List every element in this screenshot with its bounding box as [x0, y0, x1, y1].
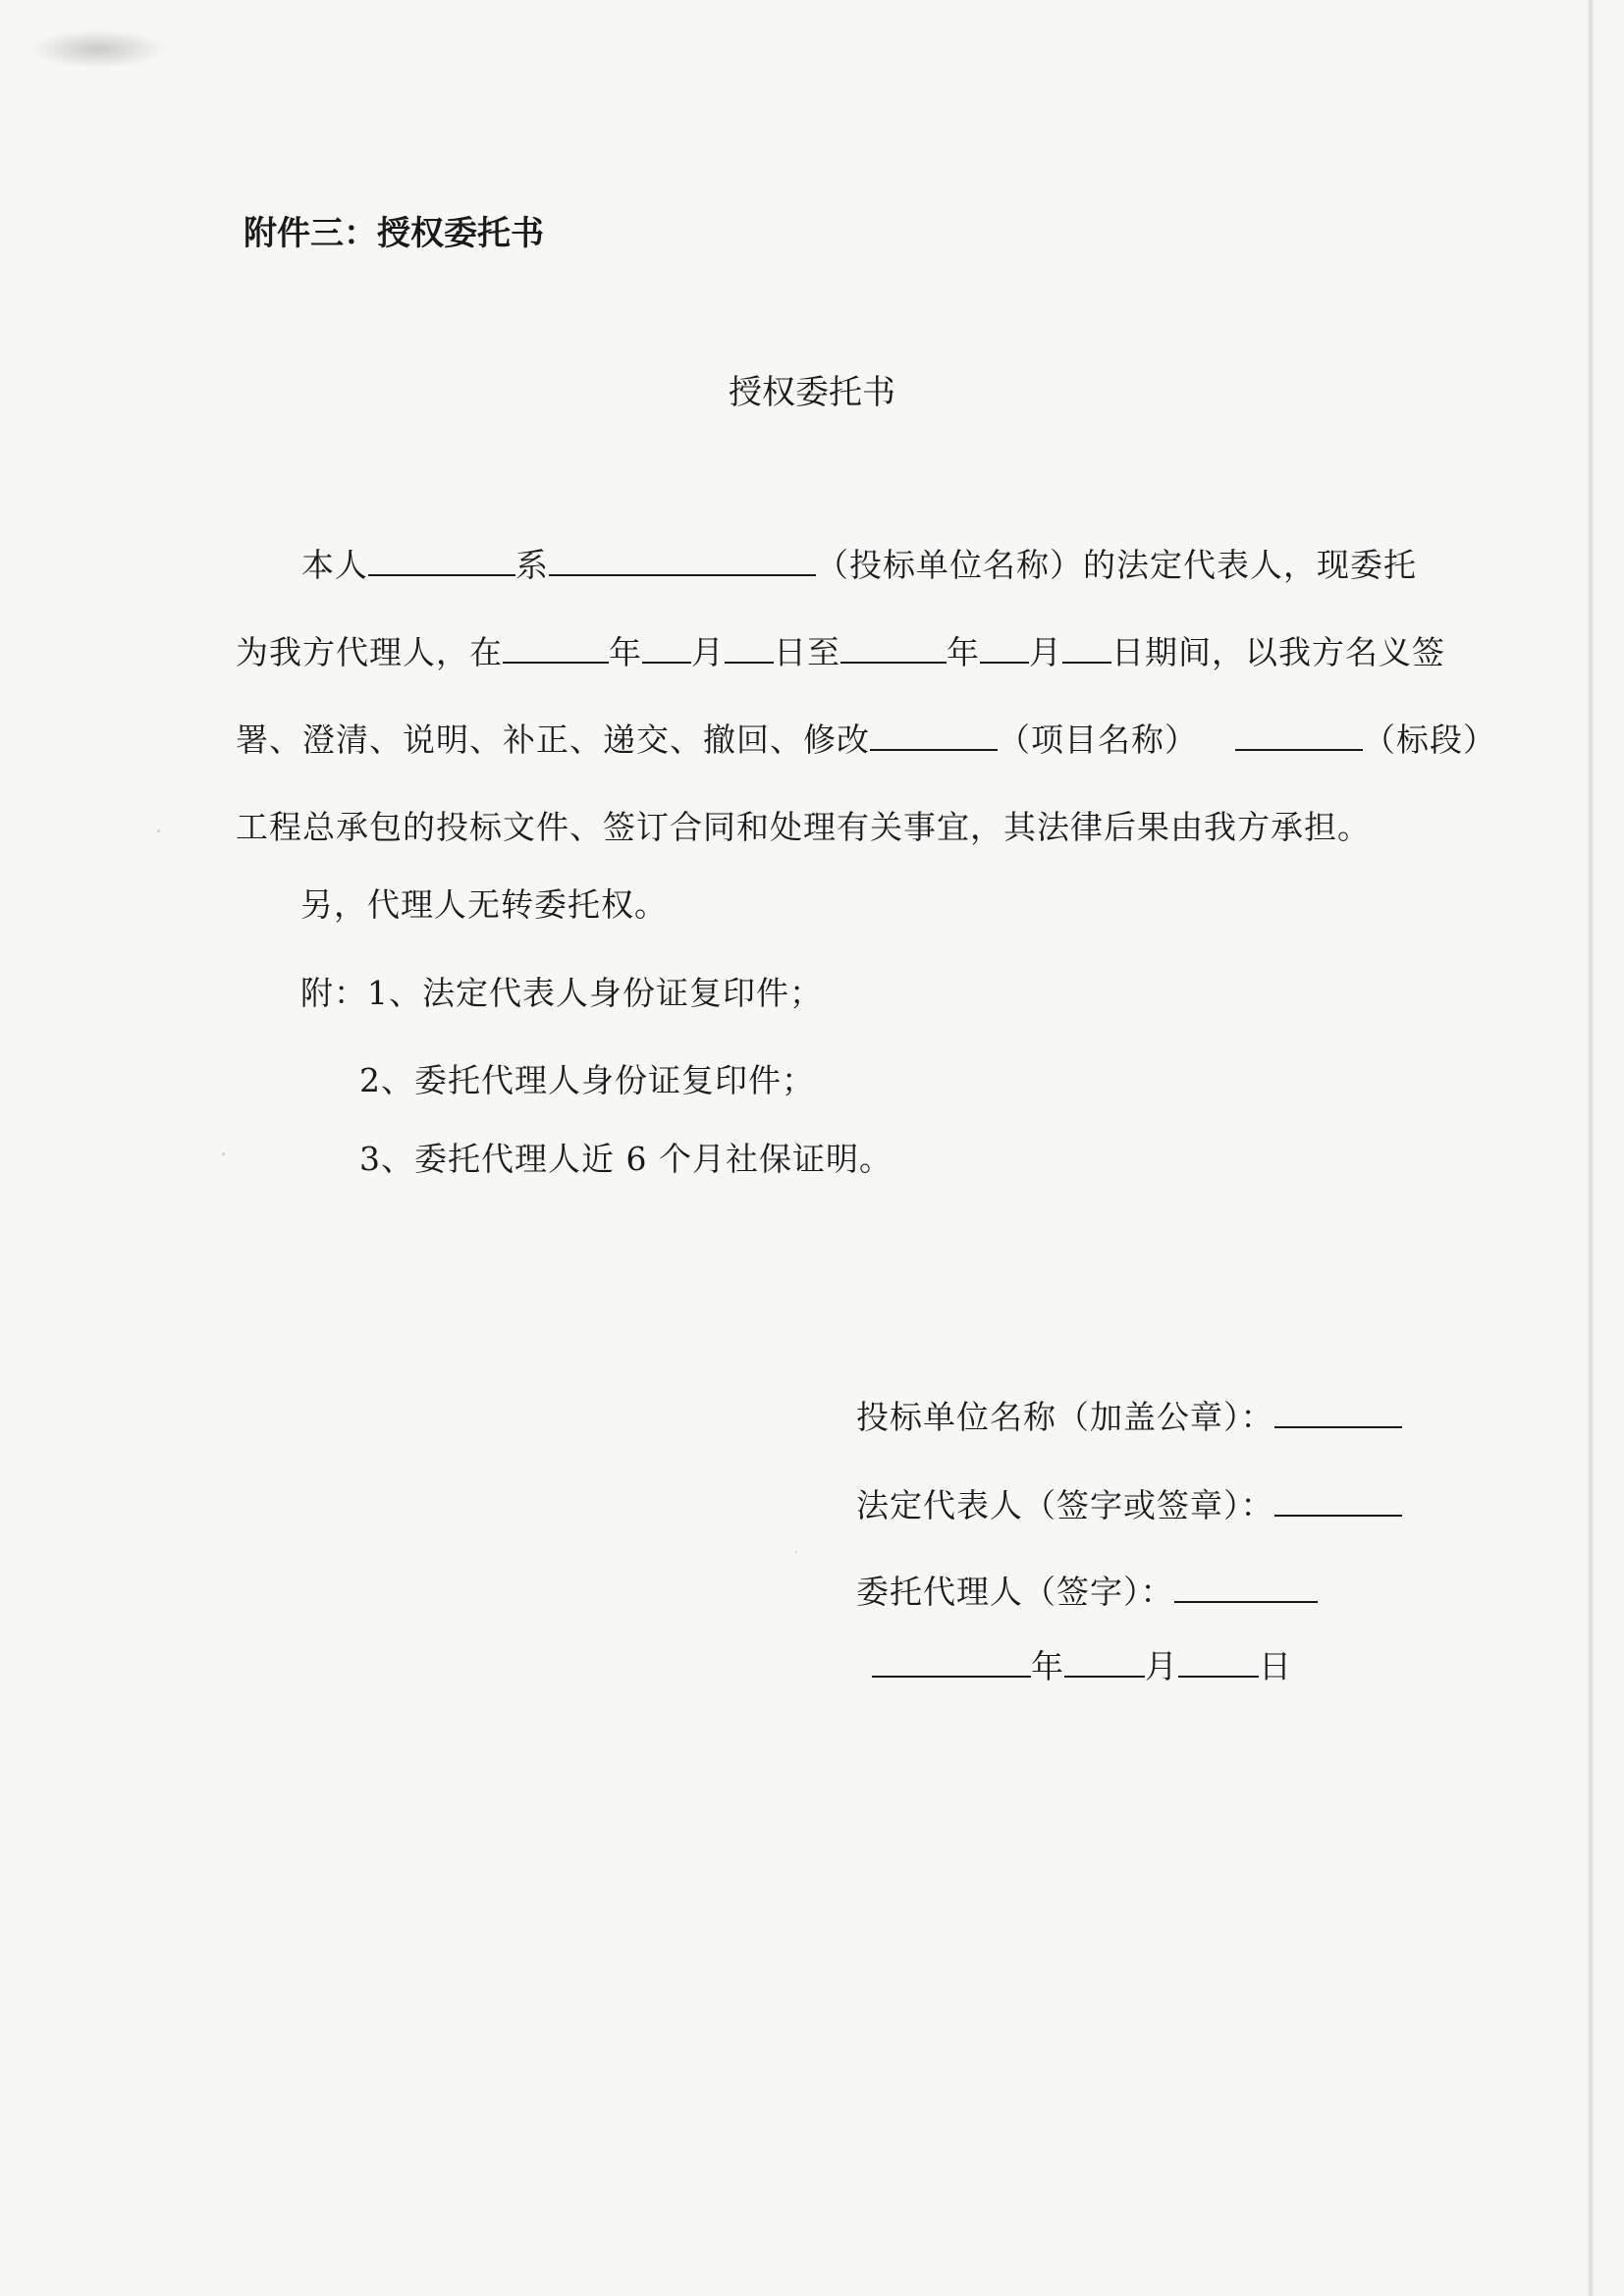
document-title: 授权委托书	[729, 373, 895, 412]
start-day-blank	[725, 632, 774, 664]
text-segment: 月	[1029, 633, 1062, 671]
legal-rep-signature-blank	[1274, 1485, 1402, 1517]
date-month-label: 月	[1145, 1647, 1178, 1685]
date-day-blank	[1178, 1646, 1259, 1678]
signature-label: 投标单位名称（加盖公章）：	[856, 1398, 1274, 1436]
text-segment: 月	[691, 633, 725, 671]
paragraph-1-line-4: 工程总承包的投标文件、签订合同和处理有关事宜，其法律后果由我方承担。	[236, 808, 1371, 846]
text-segment: （项目名称）	[998, 721, 1198, 759]
text-segment: 为我方代理人，在	[236, 633, 503, 671]
text-segment: 署、澄清、说明、补正、递交、撤回、修改	[236, 721, 870, 759]
text-segment: 日期间，以我方名义签	[1111, 633, 1445, 671]
agent-signature-blank	[1174, 1572, 1318, 1603]
end-month-blank	[980, 632, 1029, 664]
signature-company	[856, 1394, 1402, 1441]
signature-date	[872, 1643, 1292, 1690]
paragraph-1-line-3	[236, 717, 1496, 764]
end-year-blank	[840, 632, 947, 664]
company-seal-blank	[1274, 1397, 1402, 1428]
signature-label: 法定代表人（签字或签章）：	[856, 1486, 1274, 1524]
name-blank	[368, 545, 515, 576]
signature-agent	[856, 1569, 1318, 1616]
date-month-blank	[1064, 1646, 1145, 1678]
project-name-blank	[870, 720, 998, 751]
text-segment: 年	[609, 633, 642, 671]
text-segment: 系	[515, 546, 549, 584]
paragraph-2: 另，代理人无转委托权。	[300, 885, 668, 924]
company-blank	[549, 545, 816, 576]
paragraph-1-line-2	[236, 629, 1445, 676]
text-segment: （投标单位名称）的法定代表人，现委托	[816, 546, 1417, 584]
start-year-blank	[503, 632, 609, 664]
text-segment: 日至	[774, 633, 840, 671]
end-day-blank	[1062, 632, 1111, 664]
text-segment: （标段）	[1363, 721, 1496, 759]
signature-legal-rep	[856, 1482, 1402, 1529]
date-day-label: 日	[1259, 1647, 1292, 1685]
paragraph-1-line-1	[301, 542, 1417, 589]
scan-speck	[222, 1152, 225, 1155]
scan-edge-shadow	[1587, 0, 1595, 2296]
section-blank	[1235, 720, 1363, 751]
attachment-item-1: 附：1、法定代表人身份证复印件；	[300, 974, 823, 1012]
appendix-heading: 附件三：授权委托书	[244, 214, 544, 253]
attachment-item-2: 2、委托代理人身份证复印件；	[359, 1061, 815, 1099]
text-segment: 本人	[301, 546, 368, 584]
attachment-item-3: 3、委托代理人近 6 个月社保证明。	[359, 1140, 893, 1178]
text-segment: 年	[947, 633, 980, 671]
date-year-blank	[872, 1646, 1031, 1678]
scan-speck	[157, 829, 160, 832]
start-month-blank	[642, 632, 691, 664]
signature-label: 委托代理人（签字）：	[856, 1573, 1174, 1611]
scan-speck	[795, 1551, 797, 1553]
scan-smudge	[29, 29, 167, 69]
date-year-label: 年	[1031, 1647, 1064, 1685]
